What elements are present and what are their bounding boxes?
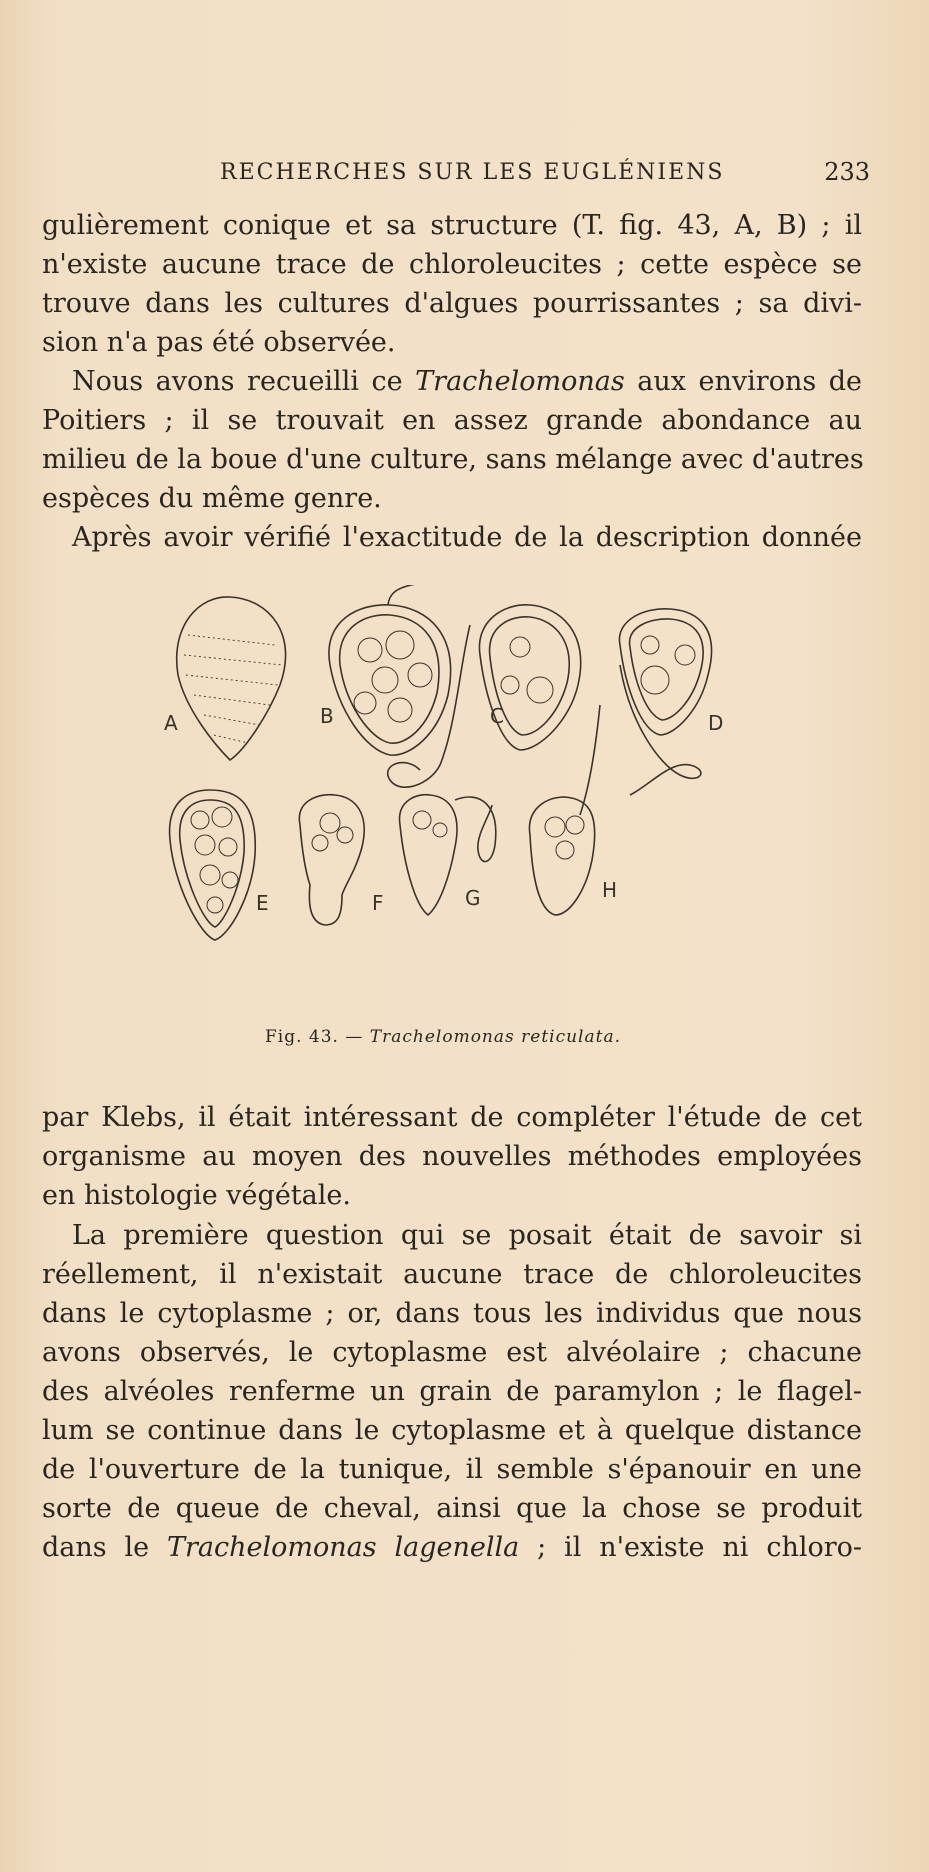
text-fragment: aux environs de <box>624 366 863 397</box>
text-line: sion n'a pas été observée. <box>42 327 396 358</box>
caption-species: Trachelomonas reticulata. <box>369 1027 622 1047</box>
species-name: Trachelomonas <box>415 366 625 397</box>
fig-label-h: H <box>602 878 618 902</box>
species-name: Trachelomonas lagenella <box>167 1532 520 1563</box>
paragraph-collection <box>42 362 862 518</box>
trachelomonas-drawings <box>160 585 770 1025</box>
text-line: réellement, il n'existait aucune trace de chloroleucites <box>42 1259 862 1290</box>
text-fragment: dans le <box>42 1532 167 1563</box>
text-fragment: Nous avons recueilli ce <box>72 366 416 397</box>
text-line: milieu de la boue d'une culture, sans mélange avec d'autres <box>42 444 864 475</box>
fig-label-b: B <box>320 704 334 728</box>
text-line: des alvéoles renferme un grain de paramylon ; le flagel- <box>42 1376 862 1407</box>
paragraph-klebs <box>42 1098 862 1215</box>
figure-illustration <box>160 585 770 1025</box>
text-line: gulièrement conique et sa structure (T. fig. 43, A, B) ; il <box>42 210 862 241</box>
page-number: 233 <box>824 158 870 186</box>
text-line: dans le cytoplasme ; or, dans tous les individus que nous <box>42 1298 862 1329</box>
text-line: organisme au moyen des nouvelles méthodes employées <box>42 1141 862 1172</box>
fig-label-e: E <box>256 891 269 915</box>
paragraph-verification <box>42 518 862 557</box>
text-line: trouve dans les cultures d'algues pourrissantes ; sa divi- <box>42 288 862 319</box>
figure-caption <box>265 1027 621 1047</box>
text-line: avons observés, le cytoplasme est alvéolaire ; chacune <box>42 1337 862 1368</box>
text-line: Après avoir vérifié l'exactitude de la description donnée <box>72 522 862 553</box>
text-line <box>42 362 862 401</box>
fig-label-f: F <box>372 891 384 915</box>
running-title: RECHERCHES SUR LES EUGLÉNIENS <box>220 160 725 185</box>
text-line: sorte de queue de cheval, ainsi que la chose se produit <box>42 1493 862 1524</box>
text-line: espèces du même genre. <box>42 483 382 514</box>
text-line: lum se continue dans le cytoplasme et à quelque distance <box>42 1415 862 1446</box>
text-line: n'existe aucune trace de chloroleucites ; cette espèce se <box>42 249 862 280</box>
paragraph-continuation <box>42 206 862 362</box>
text-fragment: ; il n'existe ni chloro- <box>519 1532 863 1563</box>
fig-label-g: G <box>465 886 481 910</box>
text-line: par Klebs, il était intéressant de compléter l'étude de cet <box>42 1102 862 1133</box>
fig-label-d: D <box>708 711 724 735</box>
text-line: de l'ouverture de la tunique, il semble s'épanouir en une <box>42 1454 862 1485</box>
text-line: Poitiers ; il se trouvait en assez grande abondance au <box>42 405 862 436</box>
text-line <box>42 1528 862 1567</box>
fig-label-a: A <box>164 711 178 735</box>
text-line: La première question qui se posait était de savoir si <box>72 1220 862 1251</box>
caption-prefix: Fig. 43. — <box>265 1027 370 1047</box>
page-header <box>40 160 870 196</box>
paragraph-question <box>42 1216 862 1567</box>
fig-label-c: C <box>490 704 504 728</box>
text-line: en histologie végétale. <box>42 1180 351 1211</box>
